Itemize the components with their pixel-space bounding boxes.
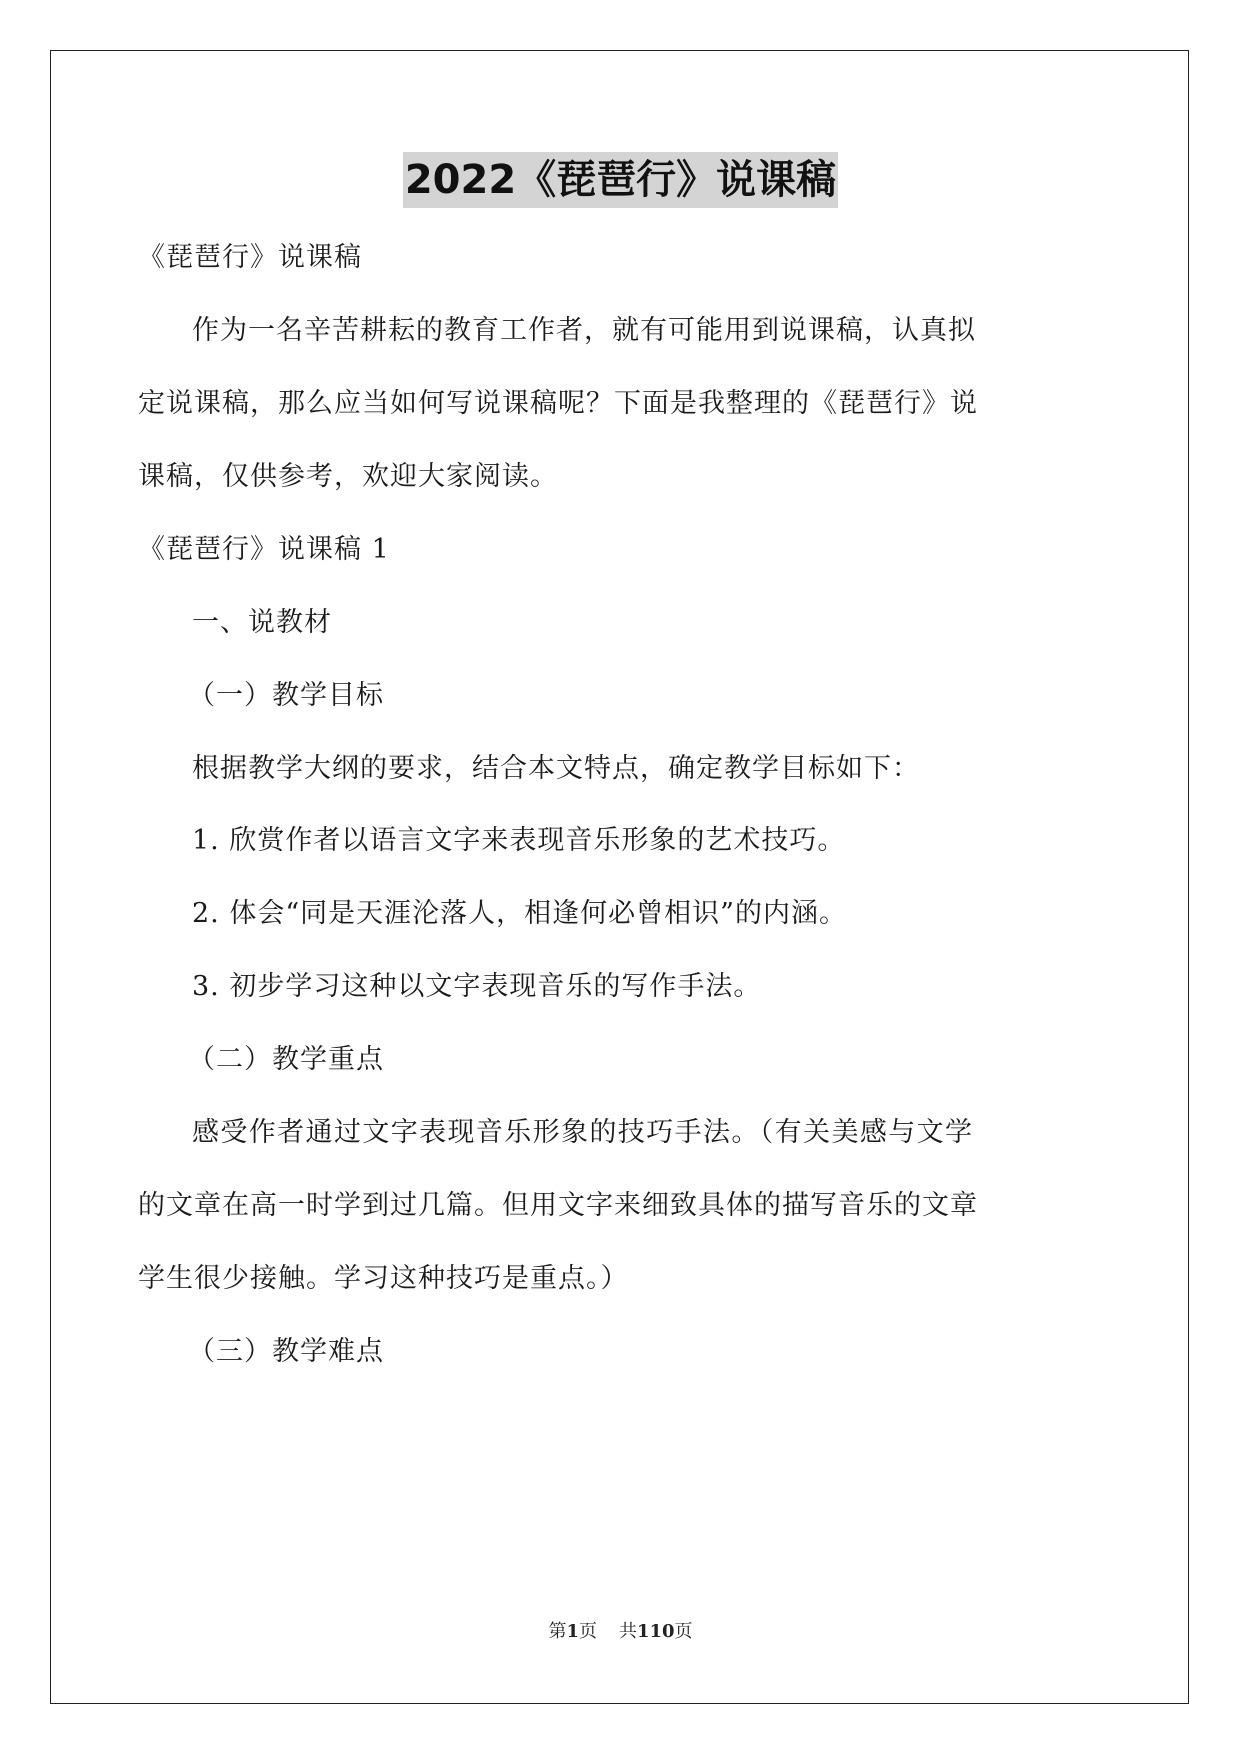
page-prefix: 第 <box>548 1621 567 1642</box>
page-number: 1 <box>566 1621 579 1642</box>
list-item: 1. 欣赏作者以语言文字来表现音乐形象的艺术技巧。 <box>192 825 846 856</box>
subtitle-line: 《琵琶行》说课稿 <box>138 242 362 273</box>
subsection-heading: （二）教学重点 <box>188 1044 384 1075</box>
subsection-heading: （三）教学难点 <box>188 1336 384 1367</box>
list-item: 3. 初步学习这种以文字表现音乐的写作手法。 <box>192 971 762 1002</box>
paragraph-line: 的文章在高一时学到过几篇。但用文字来细致具体的描写音乐的文章 <box>138 1190 978 1221</box>
paragraph-line: 定说课稿，那么应当如何写说课稿呢？下面是我整理的《琵琶行》说 <box>138 388 978 419</box>
total-suffix: 页 <box>674 1621 693 1642</box>
paragraph-line: 感受作者通过文字表现音乐形象的技巧手法。（有关美感与文学 <box>192 1117 973 1148</box>
total-prefix: 共 <box>618 1621 637 1642</box>
page-border <box>50 50 1189 1704</box>
paragraph-line: 学生很少接触。学习这种技巧是重点。） <box>138 1263 629 1294</box>
title-container <box>0 152 1241 208</box>
paragraph-line: 根据教学大纲的要求，结合本文特点，确定教学目标如下： <box>192 753 920 784</box>
total-pages: 110 <box>636 1621 675 1642</box>
paragraph-line: 课稿，仅供参考，欢迎大家阅读。 <box>138 461 558 492</box>
subsection-heading: （一）教学目标 <box>188 680 384 711</box>
list-item: 2. 体会“同是天涯沦落人，相逢何必曾相识”的内涵。 <box>192 898 847 929</box>
page-suffix: 页 <box>578 1621 597 1642</box>
paragraph-line: 作为一名辛苦耕耘的教育工作者，就有可能用到说课稿，认真拟 <box>192 315 976 346</box>
section-heading: 《琵琶行》说课稿 1 <box>138 534 390 565</box>
document-title: 2022《琵琶行》说课稿 <box>403 152 838 208</box>
section-heading: 一、说教材 <box>192 607 332 638</box>
page-footer <box>0 1620 1241 1644</box>
